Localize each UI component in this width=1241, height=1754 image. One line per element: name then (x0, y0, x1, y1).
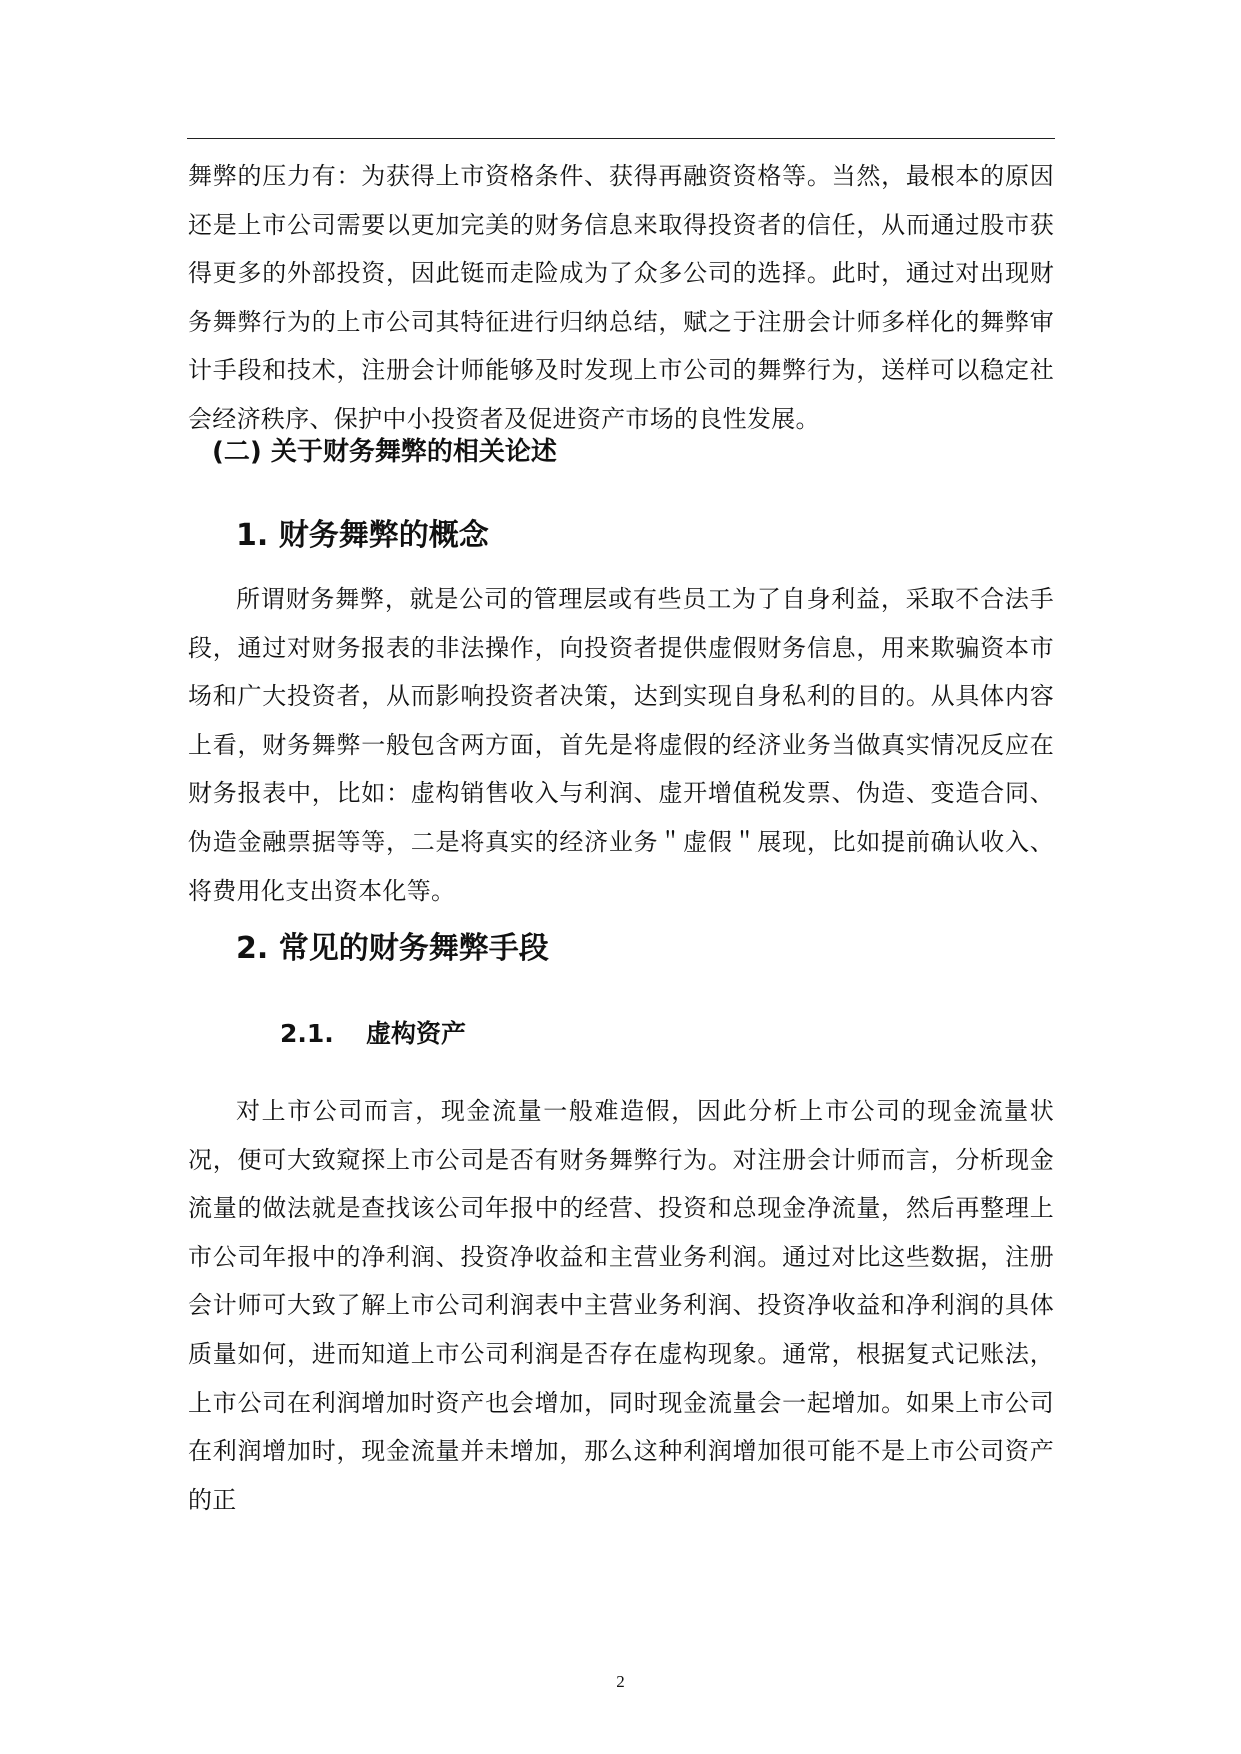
subsubsection-number: 2.1. (280, 1019, 334, 1048)
section-heading: (二) 关于财务舞弊的相关论述 (212, 437, 557, 467)
concept-paragraph-block (188, 575, 1054, 915)
concept-paragraph: 所谓财务舞弊，就是公司的管理层或有些员工为了自身利益，采取不合法手段，通过对财务报表的非法操作，向投资者提供虚假财务信息，用来欺骗资本市场和广大投资者，从而影响投资者决策，达到实现自身私利的目的。从具体内容上看，财务舞弊一般包含两方面，首先是将虚假的经济业务当做真实情况反应在财务报表中，比如：虚构销售收入与利润、虚开增值税发票、伪造、变造合同、伪造金融票据等等，二是将真实的经济业务＂虚假＂展现，比如提前确认收入、将费用化支出资本化等。 (188, 585, 1054, 905)
fictitious-assets-paragraph: 对上市公司而言，现金流量一般难造假，因此分析上市公司的现金流量状况，便可大致窥探上市公司是否有财务舞弊行为。对注册会计师而言，分析现金流量的做法就是查找该公司年报中的经营、投资和总现金净流量，然后再整理上市公司年报中的净利润、投资净收益和主营业务利润。通过对比这些数据，注册会计师可大致了解上市公司利润表中主营业务利润、投资净收益和净利润的具体质量如何，进而知道上市公司利润是否存在虚构现象。通常，根据复式记账法，上市公司在利润增加时资产也会增加，同时现金流量会一起增加。如果上市公司在利润增加时，现金流量并未增加，那么这种利润增加很可能不是上市公司资产的正 (188, 1097, 1054, 1514)
fictitious-assets-paragraph-block (188, 1087, 1054, 1524)
page-number: 2 (616, 1672, 625, 1691)
subsection-heading-methods: 2. 常见的财务舞弊手段 (236, 931, 549, 966)
intro-paragraph-block (188, 152, 1054, 444)
subsection-heading-concept: 1. 财务舞弊的概念 (236, 518, 489, 553)
subsubsection-heading-fictitious-assets (280, 1014, 466, 1054)
subsubsection-title: 虚构资产 (366, 1019, 467, 1048)
header-rule (187, 138, 1055, 139)
intro-paragraph: 舞弊的压力有：为获得上市资格条件、获得再融资资格等。当然，最根本的原因还是上市公司需要以更加完美的财务信息来取得投资者的信任，从而通过股市获得更多的外部投资，因此铤而走险成为了众多公司的选择。此时，通过对出现财务舞弊行为的上市公司其特征进行归纳总结，赋之于注册会计师多样化的舞弊审计手段和技术，注册会计师能够及时发现上市公司的舞弊行为，送样可以稳定社会经济秩序、保护中小投资者及促进资产市场的良性发展。 (188, 162, 1054, 433)
